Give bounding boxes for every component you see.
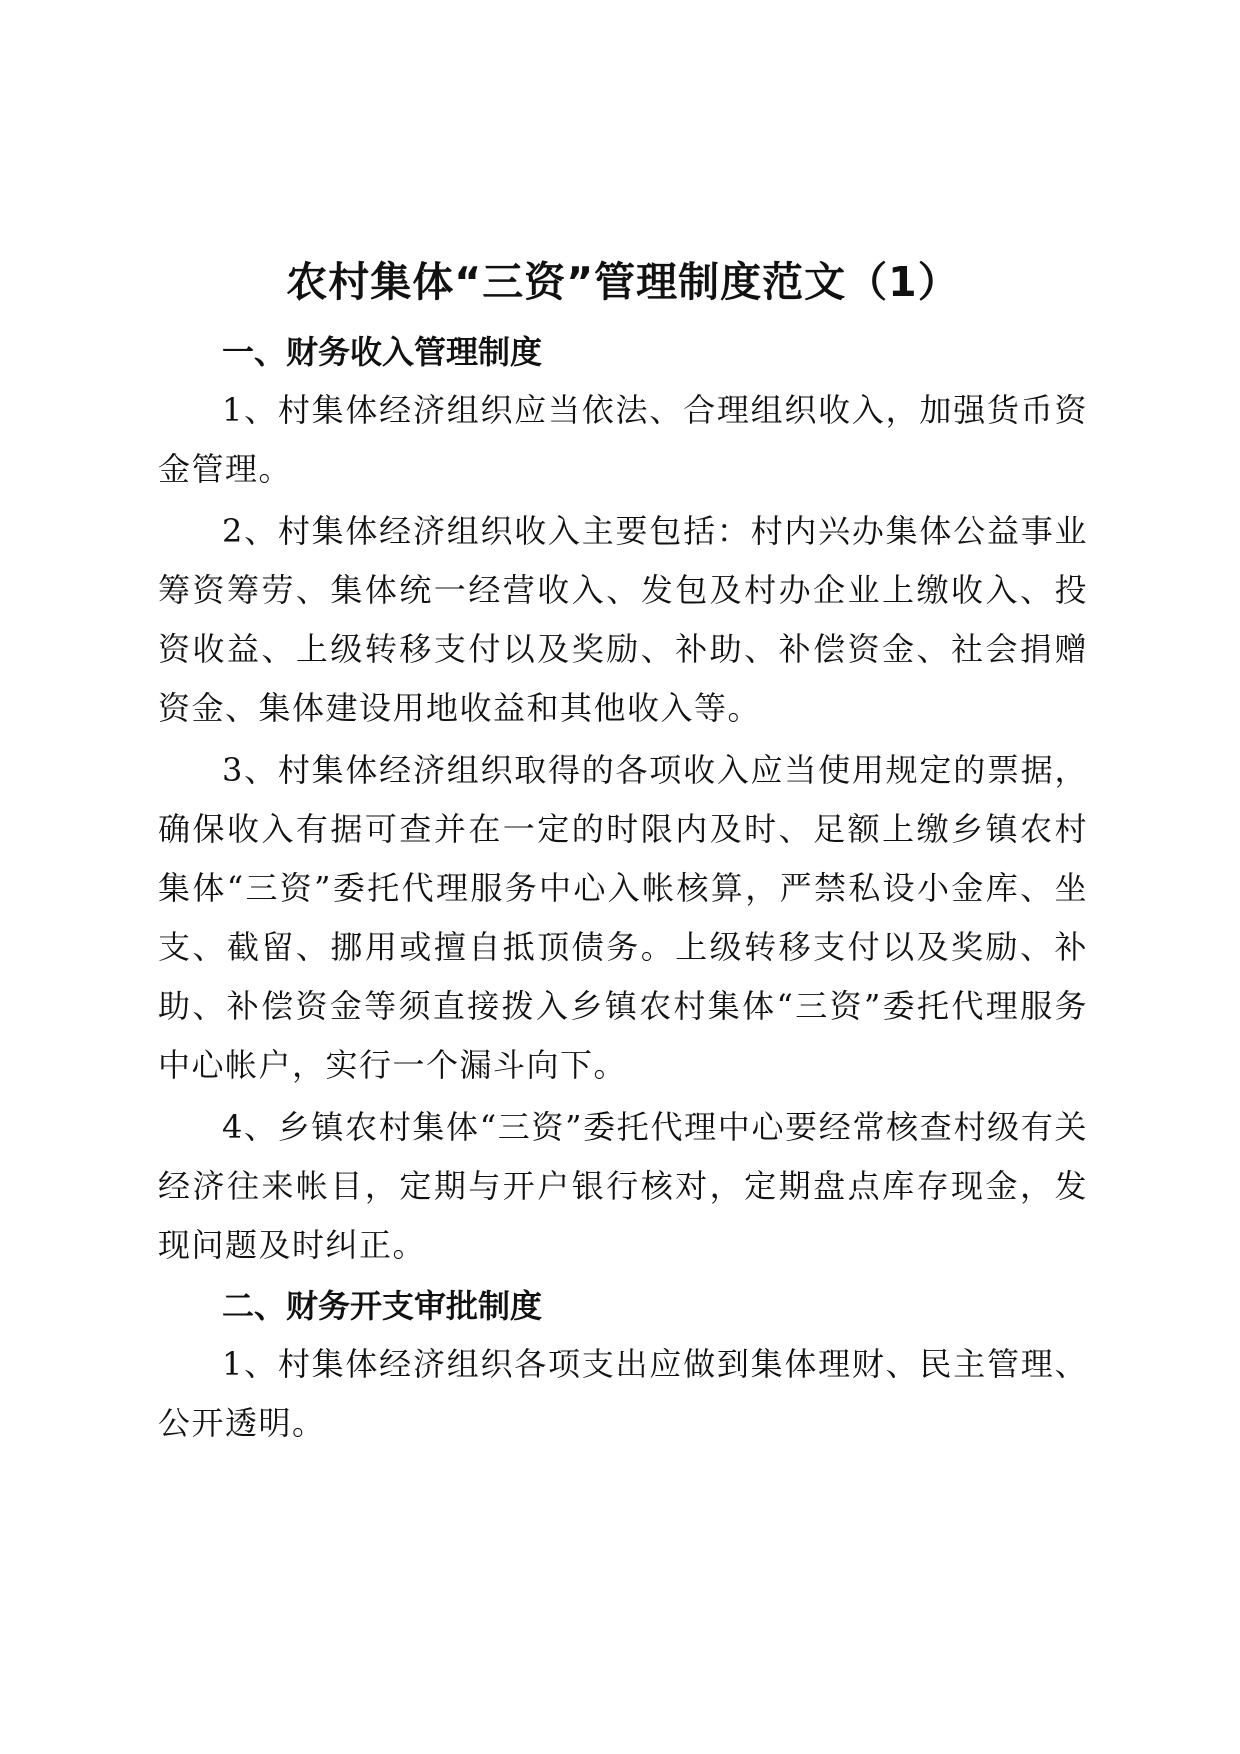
paragraph: 4、乡镇农村集体“三资”委托代理中心要经常核查村级有关经济往来帐目，定期与开户银行核对，定期盘点库存现金，发现问题及时纠正。 xyxy=(158,1108,1088,1264)
paragraph: 2、村集体经济组织收入主要包括：村内兴办集体公益事业筹资筹劳、集体统一经营收入、发包及村办企业上缴收入、投资收益、上级转移支付以及奖励、补助、补偿资金、社会捐赠资金、集体建设用地收益和其他收入等。 xyxy=(158,512,1088,727)
section-income xyxy=(158,324,1088,1275)
section-heading: 二、财务开支审批制度 xyxy=(222,1287,543,1325)
section-heading: 一、财务收入管理制度 xyxy=(222,333,543,371)
paragraph: 3、村集体经济组织取得的各项收入应当使用规定的票据，确保收入有据可查并在一定的时限内及时、足额上缴乡镇农村集体“三资”委托代理服务中心入帐核算，严禁私设小金库、坐支、截留、挪用或擅自抵顶债务。上级转移支付以及奖励、补助、补偿资金等须直接拨入乡镇农村集体“三资”委托代理服务中心帐户，实行一个漏斗向下。 xyxy=(158,751,1088,1084)
section-expense-approval xyxy=(158,1278,1088,1453)
document-title: 农村集体“三资”管理制度范文（1） xyxy=(286,258,960,306)
document-body xyxy=(158,252,1088,1456)
paragraph: 1、村集体经济组织各项支出应做到集体理财、民主管理、公开透明。 xyxy=(158,1345,1088,1442)
paragraph: 1、村集体经济组织应当依法、合理组织收入，加强货币资金管理。 xyxy=(158,391,1088,488)
